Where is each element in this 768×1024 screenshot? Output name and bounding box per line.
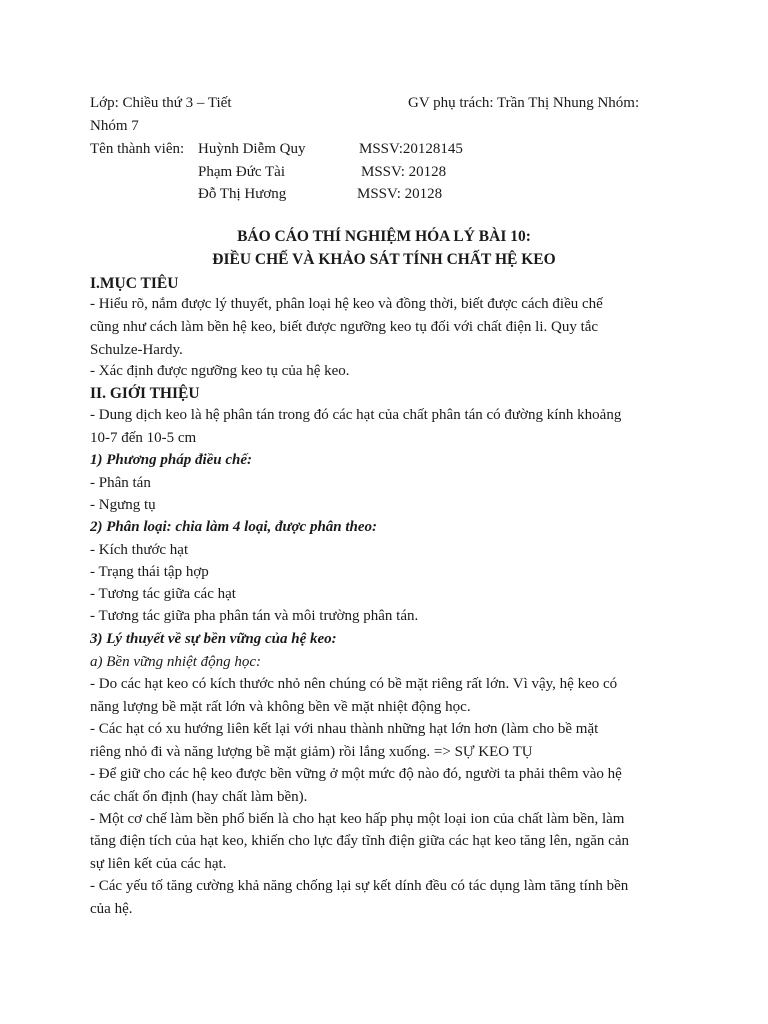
report-title-line2: ĐIỀU CHẾ VÀ KHẢO SÁT TÍNH CHẤT HỆ KEO bbox=[212, 251, 556, 268]
paragraph-line: - Các yếu tố tăng cường khả năng chống lại sự kết dính đều có tác dụng làm tăng tính bền bbox=[90, 878, 629, 894]
list-item: - Kích thước hạt bbox=[90, 542, 189, 558]
paragraph-line: các chất ổn định (hay chất làm bền). bbox=[90, 789, 308, 805]
paragraph-line: năng lượng bề mặt rất lớn và không bền về mặt nhiệt động học. bbox=[90, 699, 471, 715]
paragraph-line: Schulze-Hardy. bbox=[90, 342, 183, 358]
teacher-info: GV phụ trách: Trần Thị Nhung Nhóm: bbox=[408, 95, 640, 111]
paragraph-line: của hệ. bbox=[90, 901, 133, 917]
section-heading: II. GIỚI THIỆU bbox=[90, 385, 200, 402]
member-name: Đỗ Thị Hương bbox=[198, 186, 287, 202]
group-info: Nhóm 7 bbox=[90, 118, 139, 134]
member-mssv: MSSV: 20128 bbox=[361, 164, 447, 180]
paragraph-line: sự liên kết của các hạt. bbox=[90, 856, 227, 872]
paragraph-line: riêng nhỏ đi và năng lượng bề mặt giảm) rồi lắng xuống. => SỰ KEO TỤ bbox=[90, 744, 533, 760]
list-item: - Ngưng tụ bbox=[90, 497, 156, 513]
subsection-heading: 2) Phân loại: chia làm 4 loại, được phân theo: bbox=[90, 519, 378, 535]
paragraph-line: cũng như cách làm bền hệ keo, biết được ngưỡng keo tụ đối với chất điện li. Quy tắc bbox=[90, 319, 599, 335]
paragraph-line: - Do các hạt keo có kích thước nhỏ nên chúng có bề mặt riêng rất lớn. Vì vậy, hệ keo có bbox=[90, 676, 618, 692]
report-title-line1: BÁO CÁO THÍ NGHIỆM HÓA LÝ BÀI 10: bbox=[237, 228, 531, 245]
subsection-heading: 3) Lý thuyết về sự bền vững của hệ keo: bbox=[90, 631, 337, 647]
list-item: - Tương tác giữa các hạt bbox=[90, 586, 236, 602]
list-item: - Tương tác giữa pha phân tán và môi trường phân tán. bbox=[90, 608, 419, 624]
paragraph-line: 10-7 đến 10-5 cm bbox=[90, 430, 197, 446]
paragraph-line: tăng điện tích của hạt keo, khiến cho lực đẩy tĩnh điện giữa các hạt keo tăng lên, ngăn cản bbox=[90, 833, 629, 849]
members-label: Tên thành viên: bbox=[90, 141, 185, 157]
paragraph-line: - Hiểu rõ, nắm được lý thuyết, phân loại hệ keo và đồng thời, biết được cách điều chế bbox=[90, 296, 603, 312]
paragraph-line: - Một cơ chế làm bền phổ biến là cho hạt keo hấp phụ một loại ion của chất làm bền, làm bbox=[90, 811, 625, 827]
list-item: - Phân tán bbox=[90, 475, 151, 491]
list-item: - Trạng thái tập hợp bbox=[90, 564, 209, 580]
member-mssv: MSSV: 20128 bbox=[357, 186, 443, 202]
paragraph-line: - Dung dịch keo là hệ phân tán trong đó các hạt của chất phân tán có đường kính khoảng bbox=[90, 407, 622, 423]
member-name: Huỳnh Diễm Quy bbox=[198, 141, 306, 157]
paragraph-line: - Các hạt có xu hướng liên kết lại với nhau thành những hạt lớn hơn (làm cho bề mặt bbox=[90, 721, 599, 737]
sub-subsection-heading: a) Bền vững nhiệt động học: bbox=[90, 654, 262, 670]
member-name: Phạm Đức Tài bbox=[198, 164, 286, 180]
paragraph-line: - Xác định được ngưỡng keo tụ của hệ keo. bbox=[90, 363, 350, 379]
class-info: Lớp: Chiều thứ 3 – Tiết bbox=[90, 95, 232, 111]
subsection-heading: 1) Phương pháp điều chế: bbox=[90, 452, 253, 468]
member-mssv: MSSV:20128145 bbox=[359, 141, 463, 157]
paragraph-line: - Để giữ cho các hệ keo được bền vững ở một mức độ nào đó, người ta phải thêm vào hệ bbox=[90, 766, 622, 782]
section-heading: I.MỤC TIÊU bbox=[90, 275, 179, 292]
